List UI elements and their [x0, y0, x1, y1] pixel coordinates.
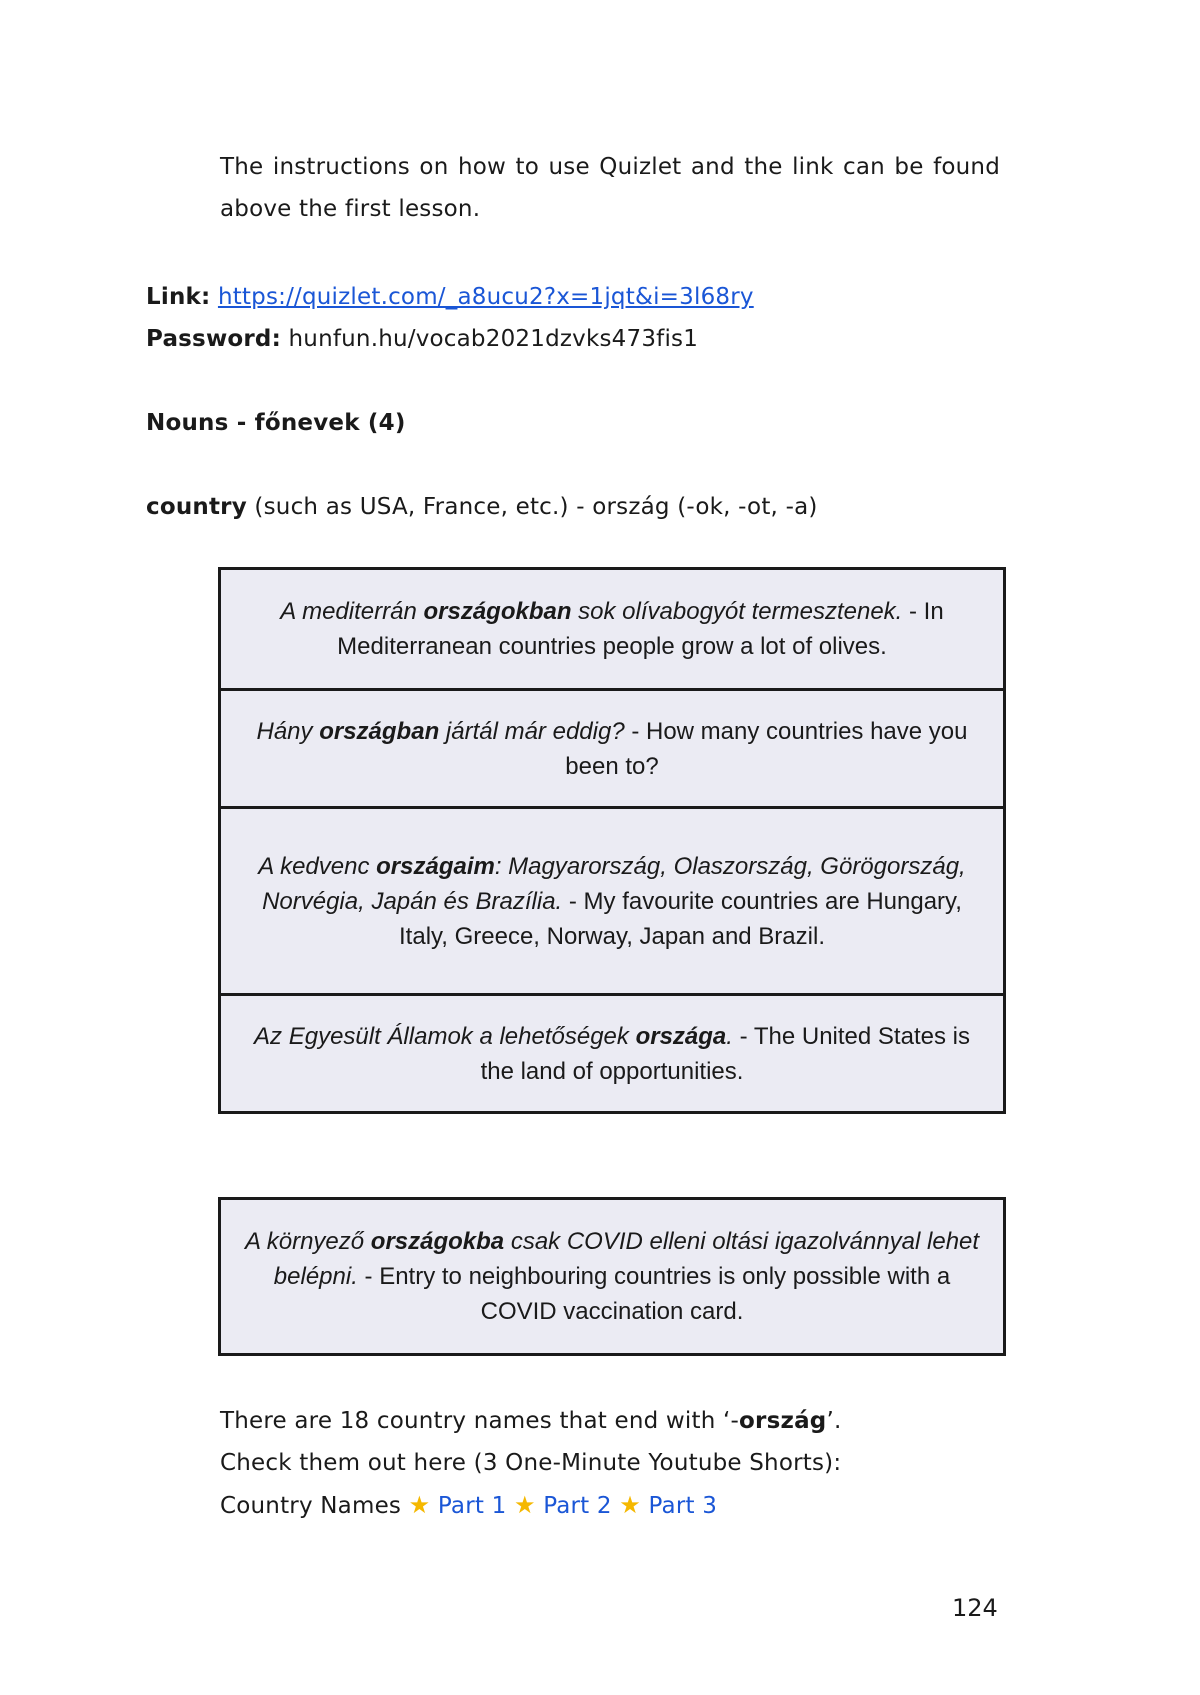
example-translation: - The United States is the land of opportunities.: [480, 1022, 970, 1085]
note-text: There are 18 country names that end with ‘-: [220, 1408, 740, 1434]
example-keyword: országa: [635, 1022, 727, 1050]
password-line: [146, 318, 698, 360]
vocab-entry: [146, 486, 818, 528]
example-keyword: országokba: [370, 1228, 505, 1255]
example-keyword: országban: [319, 717, 440, 745]
example-keyword: országokban: [423, 598, 572, 625]
example-cell: [221, 993, 1003, 1111]
example-translation: - Entry to neighbouring countries is only possible with a COVID vaccination card.: [357, 1263, 951, 1325]
vocab-word: country: [146, 494, 247, 520]
example-translation: - My favourite countries are Hungary, Italy, Greece, Norway, Japan and Brazil.: [399, 887, 962, 950]
nouns-heading: Nouns - főnevek (4): [146, 410, 406, 436]
note-line-2: Check them out here (3 One-Minute Youtube Shorts):: [220, 1450, 842, 1476]
example-text: csak COVID elleni oltási igazolvánnyal lehet belépni.: [273, 1228, 980, 1290]
password-value: hunfun.hu/vocab2021dzvks473fis1: [288, 326, 699, 352]
star-icon: ★: [408, 1491, 431, 1519]
example-text: : Magyarország, Olaszország, Görögország, Norvégia, Japán és Brazília.: [262, 852, 966, 915]
note-line-1: [220, 1400, 841, 1442]
quizlet-link[interactable]: https://quizlet.com/_a8ucu2?x=1jqt&i=3l68ry: [217, 284, 754, 310]
example-sentences-table: [218, 567, 1006, 1114]
example-cell: [221, 570, 1003, 688]
note-keyword: ország: [739, 1408, 827, 1434]
example-translation: - In Mediterranean countries people grow a lot of olives.: [337, 598, 944, 660]
example-text: A kedvenc: [258, 852, 377, 880]
country-names-label: Country Names: [220, 1493, 402, 1519]
country-names-note: [220, 1400, 841, 1527]
password-label: Password:: [146, 326, 281, 352]
star-icon: ★: [619, 1491, 641, 1519]
link-line: [146, 276, 754, 318]
vocab-definition: (such as USA, France, etc.) - ország (-ok, -ot, -a): [246, 494, 818, 520]
example-text: jártál már eddig?: [439, 717, 625, 745]
example-cell: [221, 688, 1003, 806]
example-cell: [221, 1200, 1003, 1353]
star-icon: ★: [513, 1491, 536, 1519]
example-translation: - How many countries have you been to?: [565, 717, 968, 780]
link-label: Link:: [146, 284, 211, 310]
example-text: A környező: [244, 1228, 371, 1255]
part-1-link[interactable]: Part 1: [437, 1493, 507, 1519]
note-text: ’.: [826, 1408, 842, 1434]
extra-example-table: [218, 1197, 1006, 1356]
example-text: A mediterrán: [280, 598, 424, 625]
example-keyword: országaim: [376, 852, 495, 880]
example-text: Az Egyesült Államok a lehetőségek: [254, 1022, 636, 1050]
part-2-link[interactable]: Part 2: [543, 1493, 612, 1519]
page-number: 124: [952, 1594, 998, 1622]
part-3-link[interactable]: Part 3: [648, 1493, 718, 1519]
note-line-3: [220, 1484, 841, 1527]
example-text: Hány: [256, 717, 320, 745]
example-text: .: [726, 1022, 733, 1050]
example-cell: [221, 806, 1003, 993]
intro-paragraph: The instructions on how to use Quizlet and the link can be found above the first lesson.: [220, 154, 1000, 222]
example-text: sok olívabogyót termesztenek.: [571, 598, 903, 625]
